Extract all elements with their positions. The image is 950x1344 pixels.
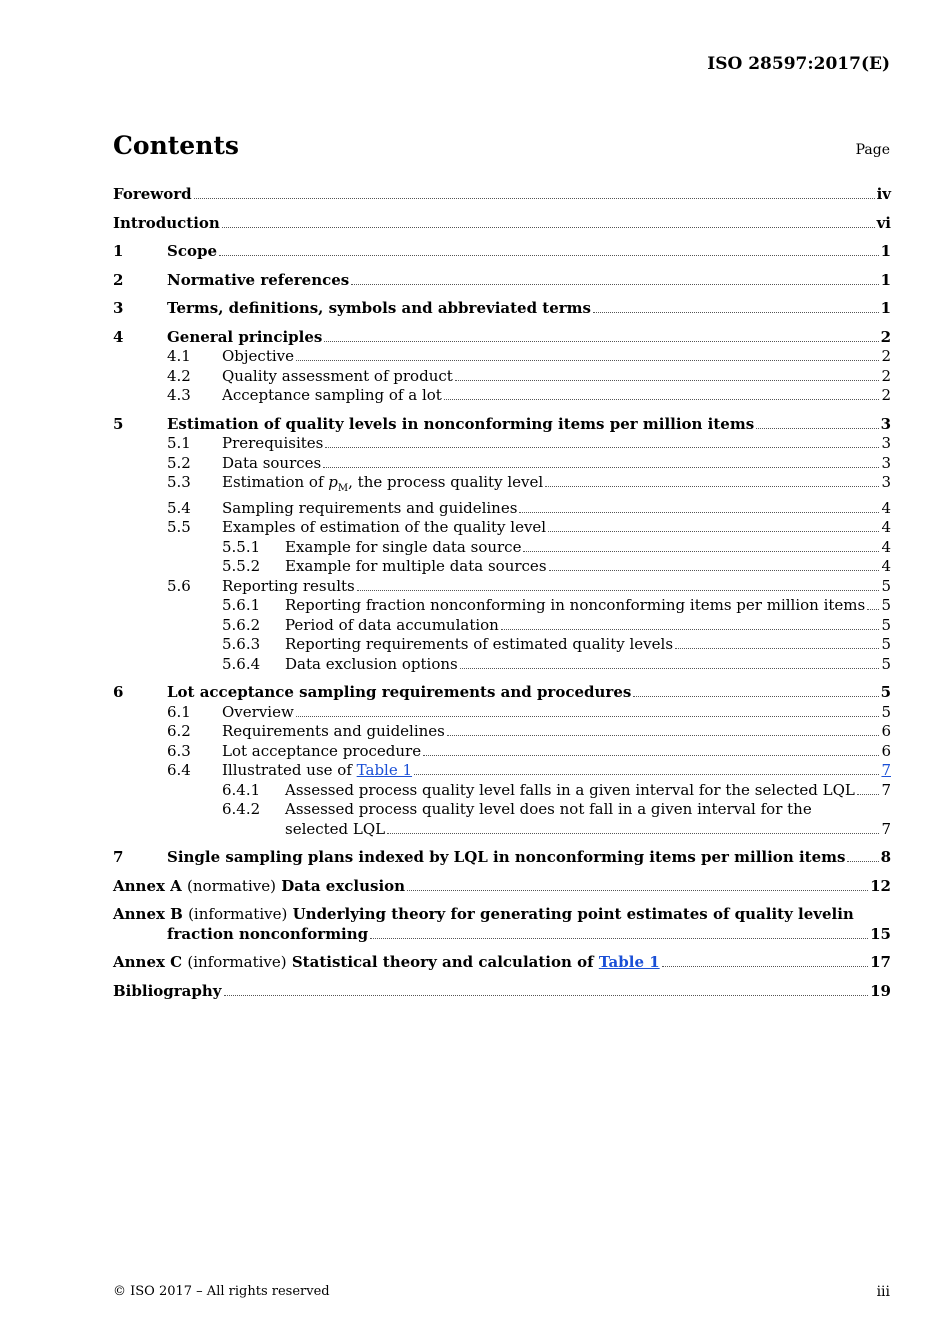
toc-entry-annex-a[interactable]: Annex A (normative) Data exclusion 12 — [113, 876, 891, 895]
table-of-contents — [113, 185, 891, 1001]
copyright-notice: © ISO 2017 – All rights reserved — [113, 1284, 330, 1299]
toc-entry-6[interactable]: 6 Lot acceptance sampling requirements and procedures 5 — [113, 683, 891, 701]
toc-entry-6-4[interactable]: 6.4 Illustrated use of Table 1 7 — [167, 761, 891, 779]
toc-entry-5-6-1[interactable]: 5.6.1 Reporting fraction nonconforming in nonconforming items per million items 5 — [222, 596, 891, 614]
toc-entry-introduction[interactable]: Introduction vi — [113, 213, 891, 232]
toc-entry-7[interactable]: 7 Single sampling plans indexed by LQL in nonconforming items per million items 8 — [113, 848, 891, 866]
toc-entry-6-2[interactable]: 6.2 Requirements and guidelines 6 — [167, 722, 891, 740]
toc-entry-4-3[interactable]: 4.3 Acceptance sampling of a lot 2 — [167, 386, 891, 404]
toc-entry-bibliography[interactable]: Bibliography 19 — [113, 981, 891, 1000]
toc-entry-annex-c[interactable]: Annex C (informative) Statistical theory and calculation of Table 1 17 — [113, 953, 891, 971]
page-column-label: Page — [855, 142, 890, 158]
toc-entry-4-1[interactable]: 4.1 Objective 2 — [167, 347, 891, 365]
toc-entry-5-6-2[interactable]: 5.6.2 Period of data accumulation 5 — [222, 615, 891, 634]
toc-entry-5-6-4[interactable]: 5.6.4 Data exclusion options 5 — [222, 654, 891, 673]
toc-entry-3[interactable]: 3 Terms, definitions, symbols and abbreviated terms 1 — [113, 299, 891, 317]
toc-entry-annex-b[interactable]: Annex B (informative) Underlying theory for generating point estimates of quality levelin fraction nonconforming 15 — [113, 905, 891, 943]
toc-entry-5-3[interactable]: 5.3 Estimation of $p_M$, the process quality level 3 — [167, 473, 891, 494]
toc-entry-5-2[interactable]: 5.2 Data sources 3 — [167, 453, 891, 472]
toc-entry-2[interactable]: 2 Normative references 1 — [113, 270, 891, 289]
toc-entry-foreword[interactable]: Foreword iv — [113, 185, 891, 203]
toc-entry-5-4[interactable]: 5.4 Sampling requirements and guidelines 4 — [167, 498, 891, 517]
toc-entry-6-3[interactable]: 6.3 Lot acceptance procedure 6 — [167, 741, 891, 760]
toc-entry-5-5[interactable]: 5.5 Examples of estimation of the quality level 4 — [167, 518, 891, 536]
toc-entry-5[interactable]: 5 Estimation of quality levels in nonconforming items per million items 3 — [113, 414, 891, 433]
contents-title: Contents — [113, 131, 240, 160]
toc-entry-6-1[interactable]: 6.1 Overview 5 — [167, 702, 891, 721]
toc-entry-5-5-2[interactable]: 5.5.2 Example for multiple data sources 4 — [222, 557, 891, 575]
table-1-link[interactable]: Table 1 — [356, 761, 413, 779]
toc-entry-5-6[interactable]: 5.6 Reporting results 5 — [167, 576, 891, 595]
standard-id: ISO 28597:2017(E) — [707, 54, 890, 74]
toc-entry-4[interactable]: 4 General principles 2 — [113, 327, 891, 346]
toc-entry-6-4-1[interactable]: 6.4.1 Assessed process quality level falls in a given interval for the selected LQL 7 — [222, 780, 891, 799]
page-number: iii — [876, 1284, 890, 1300]
toc-entry-5-5-1[interactable]: 5.5.1 Example for single data source 4 — [222, 537, 891, 556]
toc-entry-5-1[interactable]: 5.1 Prerequisites 3 — [167, 434, 891, 452]
toc-entry-4-2[interactable]: 4.2 Quality assessment of product 2 — [167, 366, 891, 385]
toc-entry-6-4-2[interactable]: 6.4.2 Assessed process quality level does not fall in a given interval for the selected LQL 7 — [222, 800, 891, 838]
table-1-link-annex-c[interactable]: Table 1 — [598, 953, 660, 971]
toc-entry-5-6-3[interactable]: 5.6.3 Reporting requirements of estimated quality levels 5 — [222, 635, 891, 653]
page-7-link[interactable]: 7 — [881, 761, 891, 779]
toc-entry-1[interactable]: 1 Scope 1 — [113, 242, 891, 260]
